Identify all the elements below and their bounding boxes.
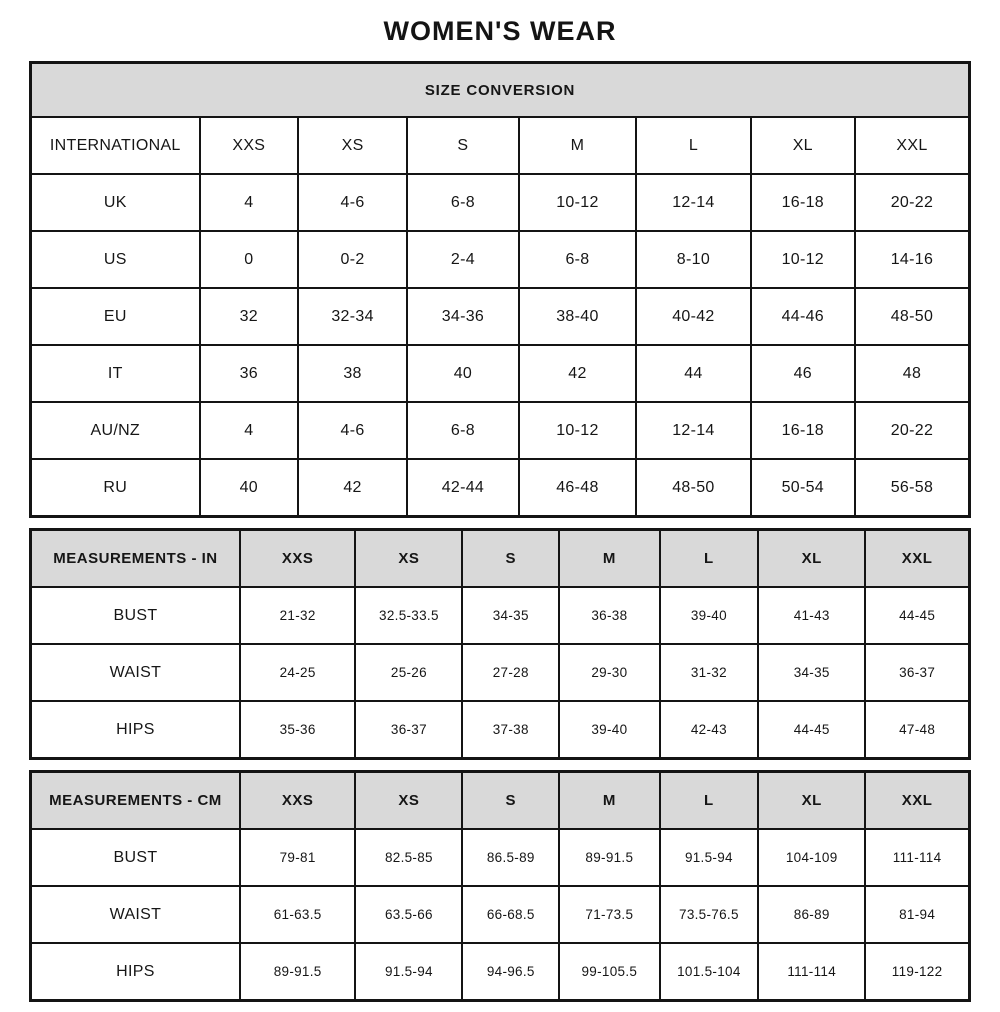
value-cell: 24-25 bbox=[240, 644, 355, 701]
value-cell: 4 bbox=[200, 174, 299, 231]
measurements-cm-header-row bbox=[31, 772, 970, 830]
value-cell: 10-12 bbox=[519, 174, 636, 231]
value-cell: 8-10 bbox=[636, 231, 751, 288]
value-cell: 6-8 bbox=[519, 231, 636, 288]
column-header-size: XL bbox=[751, 117, 855, 174]
value-cell: 40-42 bbox=[636, 288, 751, 345]
value-cell: 36-37 bbox=[355, 701, 462, 759]
column-header-size: XXS bbox=[240, 772, 355, 830]
row-label: WAIST bbox=[31, 644, 240, 701]
value-cell: 29-30 bbox=[559, 644, 659, 701]
value-cell: 48 bbox=[855, 345, 970, 402]
value-cell: 111-114 bbox=[758, 943, 865, 1001]
value-cell: 10-12 bbox=[519, 402, 636, 459]
value-cell: 44-45 bbox=[865, 587, 969, 644]
value-cell: 46 bbox=[751, 345, 855, 402]
value-cell: 4-6 bbox=[298, 402, 407, 459]
measurements-in-table bbox=[29, 528, 971, 760]
column-header-size: S bbox=[407, 117, 519, 174]
column-header-size: S bbox=[462, 530, 559, 588]
row-label: IT bbox=[31, 345, 200, 402]
value-cell: 82.5-85 bbox=[355, 829, 462, 886]
table-row bbox=[31, 829, 970, 886]
value-cell: 0 bbox=[200, 231, 299, 288]
row-label: BUST bbox=[31, 587, 240, 644]
value-cell: 79-81 bbox=[240, 829, 355, 886]
column-header-size: XXS bbox=[200, 117, 299, 174]
value-cell: 20-22 bbox=[855, 402, 970, 459]
value-cell: 42 bbox=[519, 345, 636, 402]
column-header-size: L bbox=[660, 530, 759, 588]
value-cell: 86-89 bbox=[758, 886, 865, 943]
column-header-size: XL bbox=[758, 530, 865, 588]
column-header-size: M bbox=[559, 530, 659, 588]
value-cell: 91.5-94 bbox=[660, 829, 759, 886]
value-cell: 32-34 bbox=[298, 288, 407, 345]
value-cell: 38 bbox=[298, 345, 407, 402]
measurements-in-header-row bbox=[31, 530, 970, 588]
table-row bbox=[31, 587, 970, 644]
value-cell: 34-36 bbox=[407, 288, 519, 345]
table-row bbox=[31, 701, 970, 759]
table-row bbox=[31, 174, 970, 231]
value-cell: 42-43 bbox=[660, 701, 759, 759]
value-cell: 44-45 bbox=[758, 701, 865, 759]
value-cell: 31-32 bbox=[660, 644, 759, 701]
value-cell: 81-94 bbox=[865, 886, 969, 943]
column-header-size: XXS bbox=[240, 530, 355, 588]
value-cell: 66-68.5 bbox=[462, 886, 559, 943]
value-cell: 104-109 bbox=[758, 829, 865, 886]
value-cell: 44-46 bbox=[751, 288, 855, 345]
value-cell: 111-114 bbox=[865, 829, 969, 886]
value-cell: 39-40 bbox=[660, 587, 759, 644]
value-cell: 39-40 bbox=[559, 701, 659, 759]
row-label: EU bbox=[31, 288, 200, 345]
table-row bbox=[31, 943, 970, 1001]
value-cell: 101.5-104 bbox=[660, 943, 759, 1001]
value-cell: 10-12 bbox=[751, 231, 855, 288]
row-label: BUST bbox=[31, 829, 240, 886]
value-cell: 32 bbox=[200, 288, 299, 345]
value-cell: 34-35 bbox=[758, 644, 865, 701]
size-chart-page bbox=[29, 0, 971, 1002]
value-cell: 48-50 bbox=[636, 459, 751, 517]
size-conversion-title: SIZE CONVERSION bbox=[31, 63, 970, 118]
value-cell: 44 bbox=[636, 345, 751, 402]
value-cell: 14-16 bbox=[855, 231, 970, 288]
table-row bbox=[31, 288, 970, 345]
row-label: UK bbox=[31, 174, 200, 231]
value-cell: 25-26 bbox=[355, 644, 462, 701]
value-cell: 36-37 bbox=[865, 644, 969, 701]
value-cell: 38-40 bbox=[519, 288, 636, 345]
value-cell: 21-32 bbox=[240, 587, 355, 644]
value-cell: 47-48 bbox=[865, 701, 969, 759]
column-header-size: L bbox=[636, 117, 751, 174]
value-cell: 42 bbox=[298, 459, 407, 517]
column-header-size: XXL bbox=[865, 530, 969, 588]
column-header-size: XXL bbox=[865, 772, 969, 830]
measurements-cm-table bbox=[29, 770, 971, 1002]
table-row bbox=[31, 459, 970, 517]
column-header-size: XS bbox=[298, 117, 407, 174]
size-conversion-table bbox=[29, 61, 971, 518]
column-header-size: XL bbox=[758, 772, 865, 830]
value-cell: 12-14 bbox=[636, 174, 751, 231]
value-cell: 6-8 bbox=[407, 402, 519, 459]
value-cell: 42-44 bbox=[407, 459, 519, 517]
table-row bbox=[31, 644, 970, 701]
value-cell: 94-96.5 bbox=[462, 943, 559, 1001]
size-conversion-columns-row bbox=[31, 117, 970, 174]
column-header-label: MEASUREMENTS - IN bbox=[31, 530, 240, 588]
column-header-size: M bbox=[559, 772, 659, 830]
value-cell: 89-91.5 bbox=[559, 829, 659, 886]
size-conversion-title-row bbox=[31, 63, 970, 118]
value-cell: 32.5-33.5 bbox=[355, 587, 462, 644]
value-cell: 6-8 bbox=[407, 174, 519, 231]
value-cell: 27-28 bbox=[462, 644, 559, 701]
value-cell: 56-58 bbox=[855, 459, 970, 517]
value-cell: 41-43 bbox=[758, 587, 865, 644]
column-header-label: INTERNATIONAL bbox=[31, 117, 200, 174]
value-cell: 50-54 bbox=[751, 459, 855, 517]
column-header-size: XS bbox=[355, 530, 462, 588]
value-cell: 40 bbox=[200, 459, 299, 517]
row-label: HIPS bbox=[31, 943, 240, 1001]
value-cell: 40 bbox=[407, 345, 519, 402]
column-header-size: XXL bbox=[855, 117, 970, 174]
value-cell: 71-73.5 bbox=[559, 886, 659, 943]
column-header-size: XS bbox=[355, 772, 462, 830]
value-cell: 16-18 bbox=[751, 174, 855, 231]
table-row bbox=[31, 231, 970, 288]
value-cell: 73.5-76.5 bbox=[660, 886, 759, 943]
value-cell: 91.5-94 bbox=[355, 943, 462, 1001]
table-row bbox=[31, 345, 970, 402]
value-cell: 35-36 bbox=[240, 701, 355, 759]
value-cell: 2-4 bbox=[407, 231, 519, 288]
value-cell: 46-48 bbox=[519, 459, 636, 517]
value-cell: 86.5-89 bbox=[462, 829, 559, 886]
value-cell: 0-2 bbox=[298, 231, 407, 288]
value-cell: 12-14 bbox=[636, 402, 751, 459]
value-cell: 4 bbox=[200, 402, 299, 459]
row-label: US bbox=[31, 231, 200, 288]
row-label: AU/NZ bbox=[31, 402, 200, 459]
row-label: HIPS bbox=[31, 701, 240, 759]
page-title: WOMEN'S WEAR bbox=[383, 16, 617, 46]
value-cell: 61-63.5 bbox=[240, 886, 355, 943]
value-cell: 16-18 bbox=[751, 402, 855, 459]
value-cell: 99-105.5 bbox=[559, 943, 659, 1001]
table-row bbox=[31, 402, 970, 459]
value-cell: 89-91.5 bbox=[240, 943, 355, 1001]
value-cell: 4-6 bbox=[298, 174, 407, 231]
value-cell: 63.5-66 bbox=[355, 886, 462, 943]
value-cell: 34-35 bbox=[462, 587, 559, 644]
column-header-size: S bbox=[462, 772, 559, 830]
value-cell: 36 bbox=[200, 345, 299, 402]
value-cell: 36-38 bbox=[559, 587, 659, 644]
value-cell: 37-38 bbox=[462, 701, 559, 759]
row-label: WAIST bbox=[31, 886, 240, 943]
value-cell: 119-122 bbox=[865, 943, 969, 1001]
row-label: RU bbox=[31, 459, 200, 517]
table-row bbox=[31, 886, 970, 943]
value-cell: 20-22 bbox=[855, 174, 970, 231]
column-header-size: M bbox=[519, 117, 636, 174]
column-header-label: MEASUREMENTS - CM bbox=[31, 772, 240, 830]
column-header-size: L bbox=[660, 772, 759, 830]
value-cell: 48-50 bbox=[855, 288, 970, 345]
